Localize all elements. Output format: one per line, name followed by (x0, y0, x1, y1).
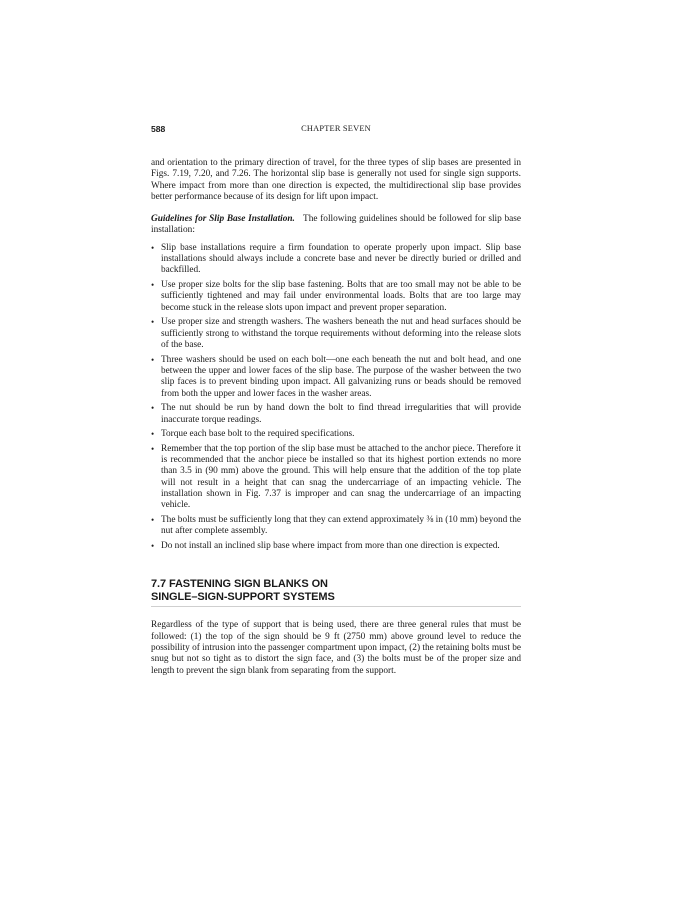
guidelines-paragraph (151, 214, 521, 237)
bullet-icon: • (151, 317, 155, 328)
book-page (151, 124, 521, 677)
bullet-icon: • (151, 403, 155, 414)
guidelines-list (151, 243, 521, 553)
list-item-text: Use proper size bolts for the slip base fastening. Bolts that are too small may not be able to be sufficiently tightened and may fail under environmental loads. Bolts that are too large may become stuck in the release slots upon impact and prevent proper separation. (161, 280, 521, 313)
list-item-text: Use proper size and strength washers. The washers beneath the nut and head surfaces should be sufficiently strong to withstand the torque requirements without deforming into the release slots of the base. (161, 317, 521, 350)
bullet-icon: • (151, 280, 155, 291)
bullet-icon: • (151, 541, 155, 552)
guidelines-heading: Guidelines for Slip Base Installation. (151, 214, 295, 225)
list-item-text: Torque each base bolt to the required specifications. (161, 429, 355, 440)
list-item (151, 444, 521, 512)
section-heading (151, 578, 521, 604)
list-item (151, 403, 521, 426)
list-item (151, 280, 521, 314)
section-heading-line-1: 7.7 FASTENING SIGN BLANKS ON (151, 578, 328, 591)
bullet-icon: • (151, 443, 155, 454)
list-item (151, 429, 521, 440)
list-item-text: Slip base installations require a firm foundation to operate properly upon impact. Slip base installations should always include a concrete base and never be directly buried or drilled and backfilled. (161, 242, 521, 276)
list-item (151, 317, 521, 351)
bullet-icon: • (151, 242, 155, 253)
list-item-text: Three washers should be used on each bolt—one each beneath the nut and bolt head, and one between the upper and lower faces of the slip base. The purpose of the washer between the two slip faces is to prevent binding upon impact. All galvanizing runs or beads should be removed from both the upper and lower faces in the washer areas. (161, 354, 521, 399)
list-item-text: The bolts must be sufficiently long that they can extend approximately ⅜ in (10 mm) beyond the nut after complete assembly. (161, 515, 521, 537)
list-item-text: Do not install an inclined slip base where impact from more than one direction is expected. (161, 541, 500, 552)
list-item-text: The nut should be run by hand down the bolt to find thread irregularities that will provide inaccurate torque readings. (161, 403, 521, 425)
intro-paragraph: and orientation to the primary direction of travel, for the three types of slip bases are presented in Figs. 7.19, 7.20, and 7.26. The horizontal slip base is generally not used for single sign supports. Where impact from more than one direction is expected, the multidirectional slip base provides better performance because of its design for lift upon impact. (151, 158, 521, 202)
section-divider (151, 606, 521, 607)
list-item (151, 515, 521, 538)
guidelines-text: The following guidelines should be followed for slip base installation: (151, 214, 521, 236)
running-head (151, 124, 521, 138)
section-paragraph: Regardless of the type of support that is being used, there are three general rules that must be followed: (1) the top of the sign should be 9 ft (2750 mm) above ground level to reduce the possibility of intrusion into the passenger compartment upon impact, (2) the retaining bolts must be snug but not so tight as to distort the sign face, and (3) the bolts must be of the proper size and length to prevent the sign blank from separating from the support. (151, 620, 522, 676)
section-heading-line-2: SINGLE–SIGN-SUPPORT SYSTEMS (151, 591, 335, 604)
bullet-icon: • (151, 515, 155, 526)
page-number: 588 (151, 124, 166, 134)
list-item-text: Remember that the top portion of the slip base must be attached to the anchor piece. Therefore it is recommended that the anchor piece be installed so that its highest portion extends no more than 3.5 in (90 mm) above the ground. This will help ensure that the addition of the top plate will not result in a height that can snag the undercarriage of an impacting vehicle. The installation shown in Fig. 7.37 is improper and can snag the undercarriage of an impacting vehicle. (161, 443, 521, 511)
bullet-icon: • (151, 354, 155, 365)
list-item (151, 355, 521, 400)
bullet-icon: • (151, 429, 155, 440)
list-item (151, 243, 521, 277)
chapter-title: CHAPTER SEVEN (301, 124, 371, 133)
list-item (151, 541, 521, 552)
